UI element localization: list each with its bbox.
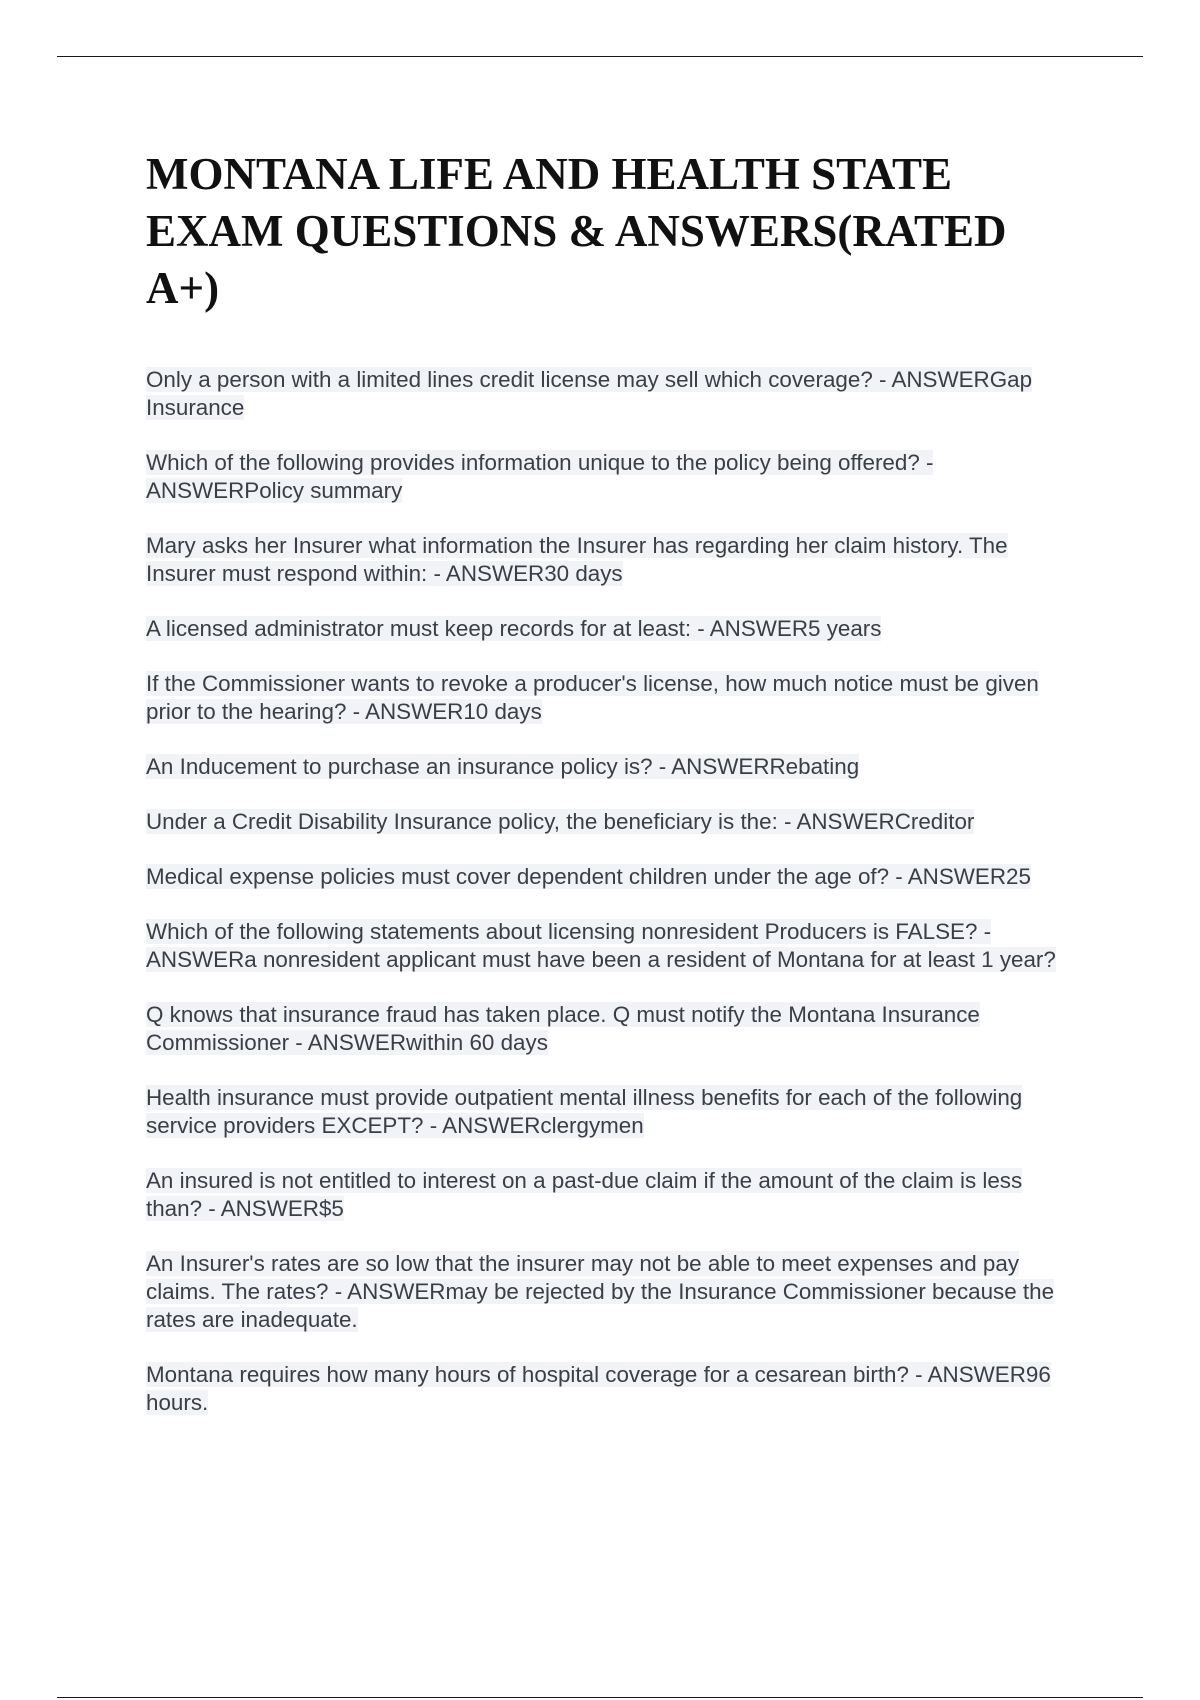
qa-text: Q knows that insurance fraud has taken place. Q must notify the Montana Insurance Commissioner - ANSWERwithin 60 days	[146, 1002, 980, 1055]
qa-item	[146, 808, 1076, 836]
qa-text: Which of the following provides information unique to the policy being offered? - ANSWERPolicy summary	[146, 450, 934, 503]
qa-text: Health insurance must provide outpatient mental illness benefits for each of the following service providers EXCEPT? - ANSWERclergymen	[146, 1085, 1023, 1138]
qa-text: A licensed administrator must keep records for at least: - ANSWER5 years	[146, 616, 882, 641]
qa-item	[146, 615, 1076, 643]
header-rule	[57, 56, 1143, 57]
qa-item	[146, 1250, 1076, 1334]
qa-item	[146, 918, 1076, 974]
document-title: MONTANA LIFE AND HEALTH STATE EXAM QUESTIONS & ANSWERS(RATED A+)	[146, 149, 1007, 313]
qa-text: Montana requires how many hours of hospital coverage for a cesarean birth? - ANSWER96 hours.	[146, 1362, 1051, 1415]
qa-item	[146, 1167, 1076, 1223]
qa-item	[146, 670, 1076, 726]
qa-item	[146, 366, 1076, 422]
qa-text: An Insurer's rates are so low that the insurer may not be able to meet expenses and pay claims. The rates? - ANSWERmay be rejected by the Insurance Commissioner because the rates are inadequate.	[146, 1251, 1055, 1332]
qa-item	[146, 863, 1076, 891]
qa-list	[146, 366, 1076, 1444]
qa-text: If the Commissioner wants to revoke a producer's license, how much notice must be given prior to the hearing? - ANSWER10 days	[146, 671, 1039, 724]
qa-item	[146, 449, 1076, 505]
qa-text: Mary asks her Insurer what information the Insurer has regarding her claim history. The Insurer must respond within: - ANSWER30 days	[146, 533, 1008, 586]
qa-text: Which of the following statements about licensing nonresident Producers is FALSE? - ANSWERa nonresident applicant must have been a resident of Montana for at least 1 year?	[146, 919, 1056, 972]
qa-text: An insured is not entitled to interest on a past-due claim if the amount of the claim is less than? - ANSWER$5	[146, 1168, 1023, 1221]
qa-item	[146, 1361, 1076, 1417]
qa-item	[146, 1001, 1076, 1057]
qa-text: Medical expense policies must cover dependent children under the age of? - ANSWER25	[146, 864, 1031, 889]
qa-item	[146, 753, 1076, 781]
qa-text: Under a Credit Disability Insurance policy, the beneficiary is the: - ANSWERCreditor	[146, 809, 975, 834]
qa-item	[146, 1084, 1076, 1140]
footer-rule	[57, 1697, 1143, 1698]
qa-text: Only a person with a limited lines credit license may sell which coverage? - ANSWERGap Insurance	[146, 367, 1033, 420]
qa-item	[146, 532, 1076, 588]
qa-text: An Inducement to purchase an insurance policy is? - ANSWERRebating	[146, 754, 860, 779]
